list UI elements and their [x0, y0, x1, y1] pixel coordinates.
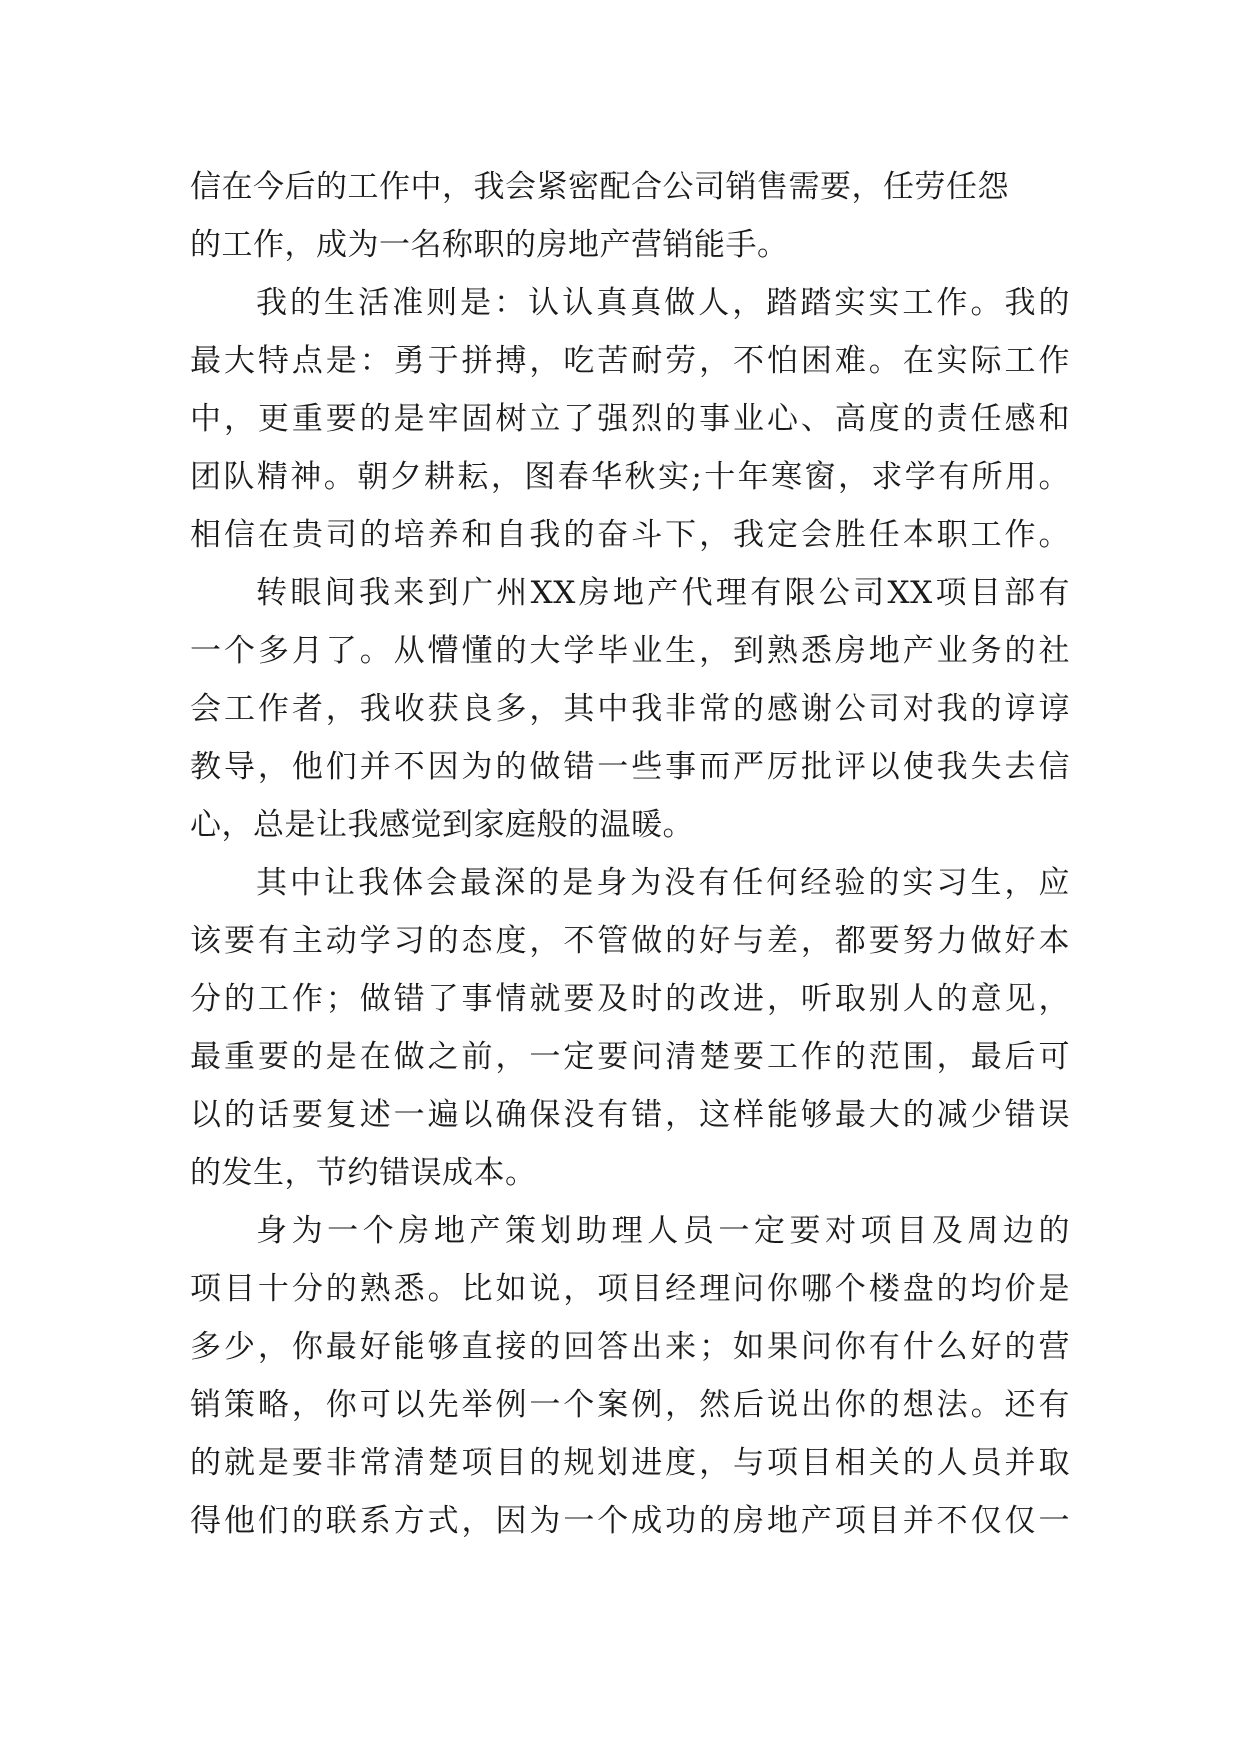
text-line: 信在今后的工作中，我会紧密配合公司销售需要，任劳任怨	[190, 169, 1009, 205]
paragraph-first-line: 其中让我体会最深的是身为没有任何经验的实习生，应	[256, 865, 1070, 901]
text-line: 销策略，你可以先举例一个案例，然后说出你的想法。还有	[190, 1387, 1070, 1423]
text-line: 项目十分的熟悉。比如说，项目经理问你哪个楼盘的均价是	[190, 1271, 1070, 1307]
text-line: 心，总是让我感觉到家庭般的温暖。	[190, 807, 694, 843]
paragraph-first-line: 我的生活准则是：认认真真做人，踏踏实实工作。我的	[256, 285, 1070, 321]
text-line: 教导，他们并不因为的做错一些事而严厉批评以使我失去信	[190, 749, 1070, 785]
text-line: 的工作，成为一名称职的房地产营销能手。	[190, 227, 789, 263]
text-line: 会工作者，我收获良多，其中我非常的感谢公司对我的谆谆	[190, 691, 1070, 727]
text-line: 得他们的联系方式，因为一个成功的房地产项目并不仅仅一	[190, 1503, 1070, 1539]
paragraph-first-line: 转眼间我来到广州XX房地产代理有限公司XX项目部有	[256, 575, 1070, 611]
text-line: 该要有主动学习的态度，不管做的好与差，都要努力做好本	[190, 923, 1070, 959]
text-line: 团队精神。朝夕耕耘，图春华秋实;十年寒窗，求学有所用。	[190, 459, 1070, 495]
paragraph-first-line: 身为一个房地产策划助理人员一定要对项目及周边的	[256, 1213, 1070, 1249]
text-line: 中，更重要的是牢固树立了强烈的事业心、高度的责任感和	[190, 401, 1070, 437]
body-text	[190, 158, 1070, 1550]
text-line: 相信在贵司的培养和自我的奋斗下，我定会胜任本职工作。	[190, 517, 1070, 553]
text-line: 分的工作；做错了事情就要及时的改进，听取别人的意见，	[190, 981, 1070, 1017]
text-line: 一个多月了。从懵懂的大学毕业生，到熟悉房地产业务的社	[190, 633, 1070, 669]
text-line: 的就是要非常清楚项目的规划进度，与项目相关的人员并取	[190, 1445, 1070, 1481]
text-line: 多少，你最好能够直接的回答出来；如果问你有什么好的营	[190, 1329, 1070, 1365]
text-line: 最大特点是：勇于拼搏，吃苦耐劳，不怕困难。在实际工作	[190, 343, 1070, 379]
text-line: 最重要的是在做之前，一定要问清楚要工作的范围，最后可	[190, 1039, 1070, 1075]
text-line: 的发生，节约错误成本。	[190, 1155, 537, 1191]
text-line: 以的话要复述一遍以确保没有错，这样能够最大的减少错误	[190, 1097, 1070, 1133]
